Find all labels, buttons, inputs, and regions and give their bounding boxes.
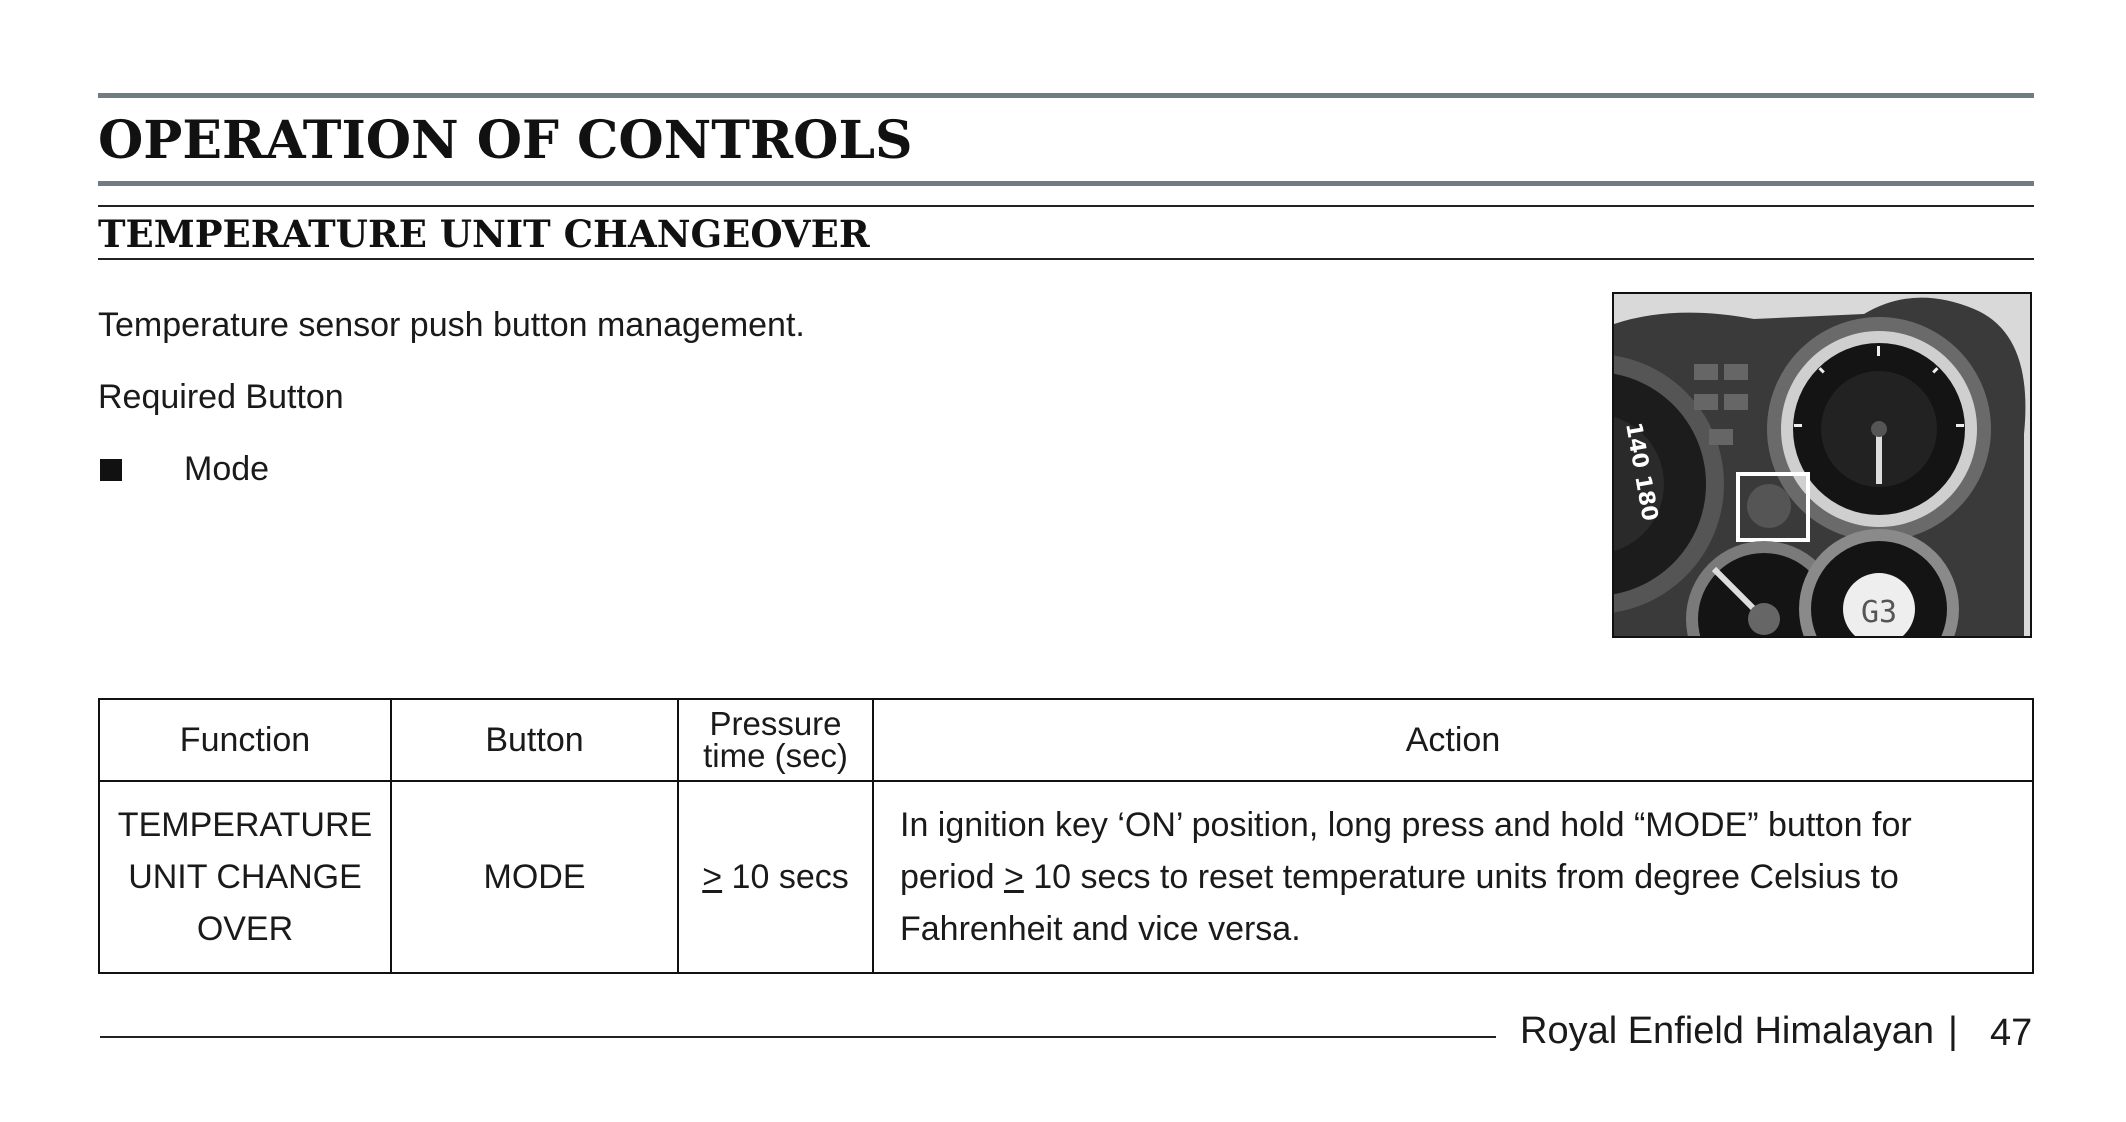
- action-line2-end: 10 secs to reset temperature units from degree Celsius to: [1023, 858, 1899, 896]
- header-action: Action: [873, 699, 2033, 781]
- footer-brand-text: Royal Enfield Himalayan: [1520, 1010, 1934, 1052]
- intro-text: Temperature sensor push button management.: [98, 306, 805, 344]
- footer-brand: [1520, 1010, 1972, 1053]
- header-pressure-line1: Pressure: [709, 705, 842, 742]
- function-line3: OVER: [196, 910, 294, 948]
- header-button: Button: [391, 699, 678, 781]
- gear-display-text: G3: [1860, 595, 1898, 630]
- page-number: 47: [1990, 1012, 2033, 1054]
- cell-pressure-time: [678, 781, 873, 973]
- subtitle-rule-top: [98, 205, 2034, 207]
- bullet-item: [100, 450, 269, 489]
- page-title: OPERATION OF CONTROLS: [98, 110, 913, 171]
- header-pressure-time: [678, 699, 873, 781]
- title-rule: [98, 181, 2034, 186]
- action-greater-equal-symbol: >: [1003, 858, 1024, 896]
- bullet-text: Mode: [184, 450, 270, 488]
- action-line1: In ignition key ‘ON’ position, long press and hold “MODE” button for: [900, 806, 1912, 844]
- required-button-label: Required Button: [98, 378, 344, 416]
- table-row: [99, 781, 2033, 973]
- controls-table: [98, 698, 2034, 974]
- subtitle-rule-bottom: [98, 258, 2034, 260]
- pressure-text: 10 secs: [722, 858, 849, 896]
- square-bullet-icon: [100, 459, 122, 481]
- instrument-cluster-illustration: [1614, 294, 2032, 638]
- cell-function: [99, 781, 391, 973]
- svg-text:140 180: 140 180: [1620, 420, 1662, 524]
- footer-rule: [100, 1036, 1496, 1038]
- action-line3: Fahrenheit and vice versa.: [900, 910, 1301, 948]
- header-pressure-line2: time (sec): [703, 737, 848, 774]
- section-title: TEMPERATURE UNIT CHANGEOVER: [98, 212, 870, 256]
- function-line2: UNIT CHANGE: [128, 858, 362, 896]
- action-line2-start: period: [900, 858, 1004, 896]
- cell-action: [873, 781, 2033, 973]
- function-line1: TEMPERATURE: [117, 806, 373, 844]
- table-header-row: [99, 699, 2033, 781]
- greater-equal-symbol: >: [702, 858, 723, 896]
- top-rule: [98, 93, 2034, 98]
- header-function: Function: [99, 699, 391, 781]
- instrument-cluster-image: [1612, 292, 2032, 638]
- footer-separator: |: [1947, 1010, 1958, 1052]
- cell-button: MODE: [391, 781, 678, 973]
